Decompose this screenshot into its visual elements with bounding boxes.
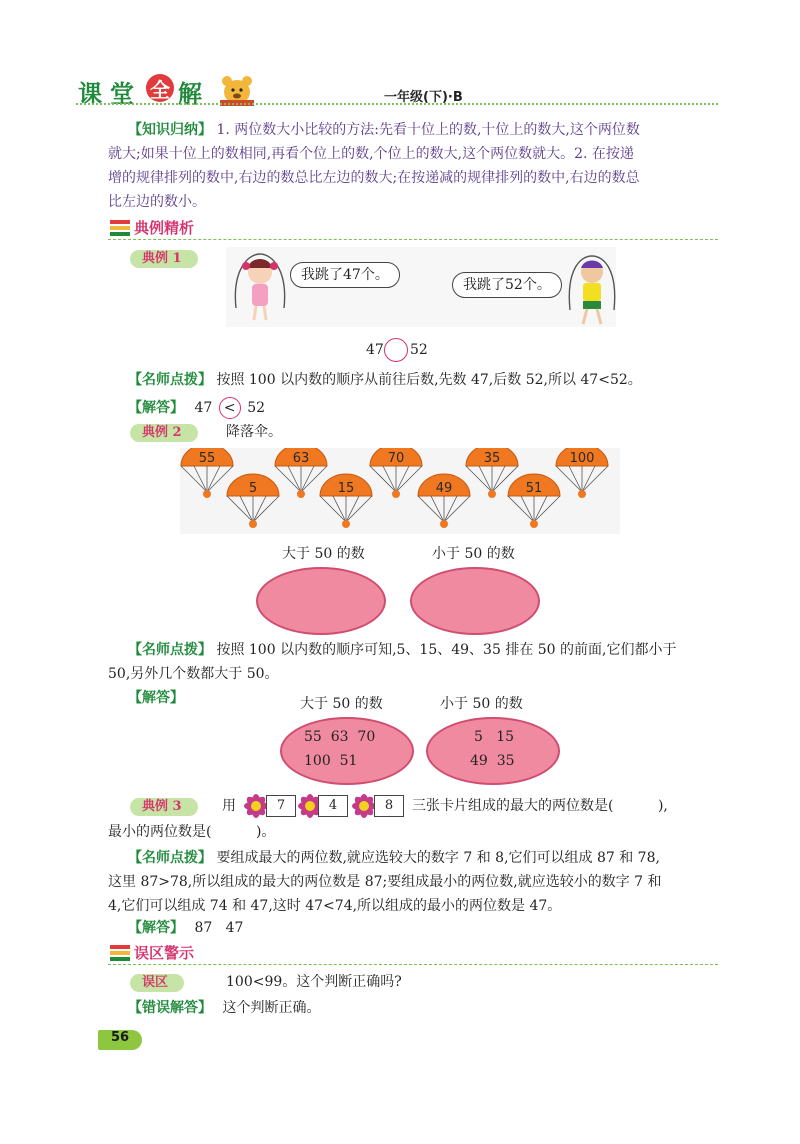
- example-tag: 典例 1: [130, 250, 198, 268]
- parachute-string: [556, 466, 582, 492]
- wrong-label: 【错误解答】: [128, 1000, 212, 1016]
- parachute: [556, 448, 608, 498]
- title-char: 解: [178, 80, 202, 108]
- parachute-ball: [297, 490, 305, 498]
- boy-speech-bubble: 我跳了52个。: [452, 272, 562, 298]
- parachute-number: 35: [483, 451, 501, 466]
- knowledge-text: 1. 两位数大小比较的方法:先看十位上的数,十位上的数大,这个两位数: [216, 122, 640, 138]
- tip-line: [108, 846, 708, 870]
- parachute-string: [431, 496, 444, 522]
- parachute-number: 55: [198, 451, 216, 466]
- parachute-ball: [342, 520, 350, 528]
- parachute-number: 63: [292, 451, 310, 466]
- parachute-string: [508, 496, 534, 522]
- tip-label: 【名师点拨】: [128, 850, 212, 866]
- parachute-string: [444, 496, 457, 522]
- parachute-string: [444, 496, 470, 522]
- section-bar-icon: [110, 951, 130, 955]
- mistake-tag: 误区: [130, 974, 184, 992]
- wrong-text: 这个判断正确。: [222, 1000, 321, 1016]
- parachute-string: [479, 466, 492, 492]
- wrong-answer-line: [128, 996, 320, 1020]
- tip-text: 按照 100 以内数的顺序可知,5、15、49、35 排在 50 的前面,它们都小于: [216, 642, 677, 658]
- parachute-string: [207, 466, 220, 492]
- greater-answer-ellipse: [280, 717, 414, 785]
- tip-text: 50,另外几个数都大于 50。: [108, 666, 279, 682]
- answer-symbol: <: [219, 397, 241, 419]
- parachute-string: [333, 496, 346, 522]
- parachute: [181, 448, 233, 498]
- tip-text: 按照 100 以内数的顺序从前往后数,先数 47,后数 52,所以 47<52。: [216, 372, 642, 388]
- boy-jumping-icon: [566, 250, 618, 328]
- less-answer-row: 49 35: [470, 753, 515, 769]
- answer-label: 【解答】: [128, 690, 184, 706]
- knowledge-label: 【知识归纳】: [128, 122, 212, 138]
- section-bar-icon: [110, 945, 130, 949]
- parachute-number: 15: [337, 481, 355, 496]
- example-tag: 典例 3: [130, 798, 198, 816]
- title-char: 课: [78, 80, 102, 108]
- tip-block: [108, 846, 708, 918]
- parachute-string: [288, 466, 301, 492]
- tip-label: 【名师点拨】: [128, 372, 212, 388]
- title-char: 堂: [110, 80, 134, 108]
- greater-answer-row: 100 51: [304, 753, 358, 769]
- answer-label: 【解答】: [128, 920, 184, 936]
- tip-line: [108, 638, 708, 662]
- parachute-string: [569, 466, 582, 492]
- less-label: 小于 50 的数: [432, 546, 515, 562]
- parachute-string: [181, 466, 207, 492]
- girl-jumping-icon: [230, 250, 290, 324]
- tip-text: 4,它们可以组成 74 和 47,这时 47<74,所以组成的最小的两位数是 47。: [108, 898, 562, 914]
- section-bar-icon: [110, 957, 130, 961]
- parachute-string: [194, 466, 207, 492]
- parachute-string: [582, 466, 595, 492]
- less-answer-row: 5 15: [474, 729, 515, 745]
- parachute-ball: [488, 490, 496, 498]
- parachute-string: [492, 466, 505, 492]
- answer-text: 87 47: [194, 920, 244, 936]
- parachute-ball: [578, 490, 586, 498]
- tip-line: [128, 368, 642, 392]
- parachute-string: [346, 496, 372, 522]
- less-ellipse[interactable]: [410, 567, 540, 635]
- parachute-string: [396, 466, 409, 492]
- parachute-string: [466, 466, 492, 492]
- parachute-string: [534, 496, 547, 522]
- parachute-string: [253, 496, 266, 522]
- parachute-string: [383, 466, 396, 492]
- greater-ellipse[interactable]: [256, 567, 386, 635]
- parachute-number: 51: [525, 481, 543, 496]
- knowledge-summary: [108, 118, 708, 214]
- parachute-string: [534, 496, 560, 522]
- knowledge-line: [108, 118, 708, 142]
- parachute-scene: [180, 448, 620, 538]
- section-bar-icon: [110, 220, 130, 224]
- answer-label: 【解答】: [128, 400, 184, 416]
- parachute-string: [240, 496, 253, 522]
- title-char: 全: [146, 74, 174, 102]
- girl-speech-bubble: 我跳了47个。: [290, 262, 400, 288]
- parachute: [227, 474, 279, 528]
- answer-left: 47: [194, 400, 213, 416]
- parachute: [508, 474, 560, 528]
- parachute-ball: [392, 490, 400, 498]
- parachute: [370, 448, 422, 498]
- section-underline: [108, 964, 718, 965]
- knowledge-line: 比左边的数小。: [108, 194, 206, 210]
- parachute-ball: [249, 520, 257, 528]
- tip-block: [108, 638, 708, 686]
- less-answer-ellipse: [426, 717, 560, 785]
- greater-answer-row: 55 63 70: [304, 729, 376, 745]
- parachute-string: [396, 466, 422, 492]
- section-title: 典例精析: [134, 219, 195, 237]
- example-tag: 典例 2: [130, 424, 198, 442]
- example-desc: 降落伞。: [226, 424, 282, 440]
- parachute-string: [227, 496, 253, 522]
- page-number: 56: [98, 1030, 142, 1050]
- knowledge-line: 就大;如果十位上的数相同,再看个位上的数,个位上的数大,这个两位数就大。2. 在按递: [108, 146, 634, 162]
- parachute: [275, 448, 327, 498]
- parachute-string: [521, 496, 534, 522]
- digit-card: 7: [266, 795, 296, 817]
- parachute: [320, 474, 372, 528]
- header-divider: [76, 103, 718, 105]
- tip-label: 【名师点拨】: [128, 642, 212, 658]
- parachute-string: [301, 466, 314, 492]
- digit-card: 4: [318, 795, 348, 817]
- parachute-string: [275, 466, 301, 492]
- parachute-string: [582, 466, 608, 492]
- answer-line: [128, 916, 243, 940]
- section-title: 误区警示: [134, 944, 195, 962]
- parachute-number: 5: [248, 481, 258, 496]
- parachute-string: [253, 496, 279, 522]
- parachute-ball: [530, 520, 538, 528]
- parachute-number: 70: [387, 451, 405, 466]
- question-text: 三张卡片组成的最大的两位数是( ),: [412, 798, 668, 814]
- compare-blank[interactable]: [384, 338, 408, 362]
- parachute-string: [418, 496, 444, 522]
- mistake-text: 100<99。这个判断正确吗?: [226, 974, 402, 990]
- section-bar-icon: [110, 232, 130, 236]
- knowledge-line: 增的规律排列的数中,右边的数总比左边的数大;在按递减的规律排列的数中,右边的数总: [108, 170, 640, 186]
- section-bar-icon: [110, 226, 130, 230]
- bear-mascot-icon: [212, 72, 262, 106]
- parachute-string: [370, 466, 396, 492]
- parachute-number: 100: [569, 451, 595, 466]
- use-word: 用: [222, 798, 236, 814]
- parachute: [418, 474, 470, 528]
- parachute-ball: [203, 490, 211, 498]
- compare-right: 52: [410, 342, 428, 358]
- tip-text: 要组成最大的两位数,就应选较大的数字 7 和 8,它们可以组成 87 和 78,: [216, 850, 660, 866]
- answer-line: [128, 396, 328, 420]
- tip-text: 这里 87>78,所以组成的最大的两位数是 87;要组成最小的两位数,就应选较小的数字 7 和: [108, 874, 662, 890]
- header-grade: 一年级(下)·B: [384, 90, 463, 105]
- digit-card: 8: [374, 795, 404, 817]
- less-label: 小于 50 的数: [440, 696, 523, 712]
- greater-label: 大于 50 的数: [282, 546, 365, 562]
- greater-label: 大于 50 的数: [300, 696, 383, 712]
- parachute-ball: [440, 520, 448, 528]
- section-underline: [108, 239, 718, 240]
- question-text: 最小的两位数是( )。: [108, 824, 276, 840]
- compare-left: 47: [366, 342, 384, 358]
- parachute-number: 49: [435, 481, 453, 496]
- parachute-string: [320, 496, 346, 522]
- parachute-string: [346, 496, 359, 522]
- answer-right: 52: [247, 400, 266, 416]
